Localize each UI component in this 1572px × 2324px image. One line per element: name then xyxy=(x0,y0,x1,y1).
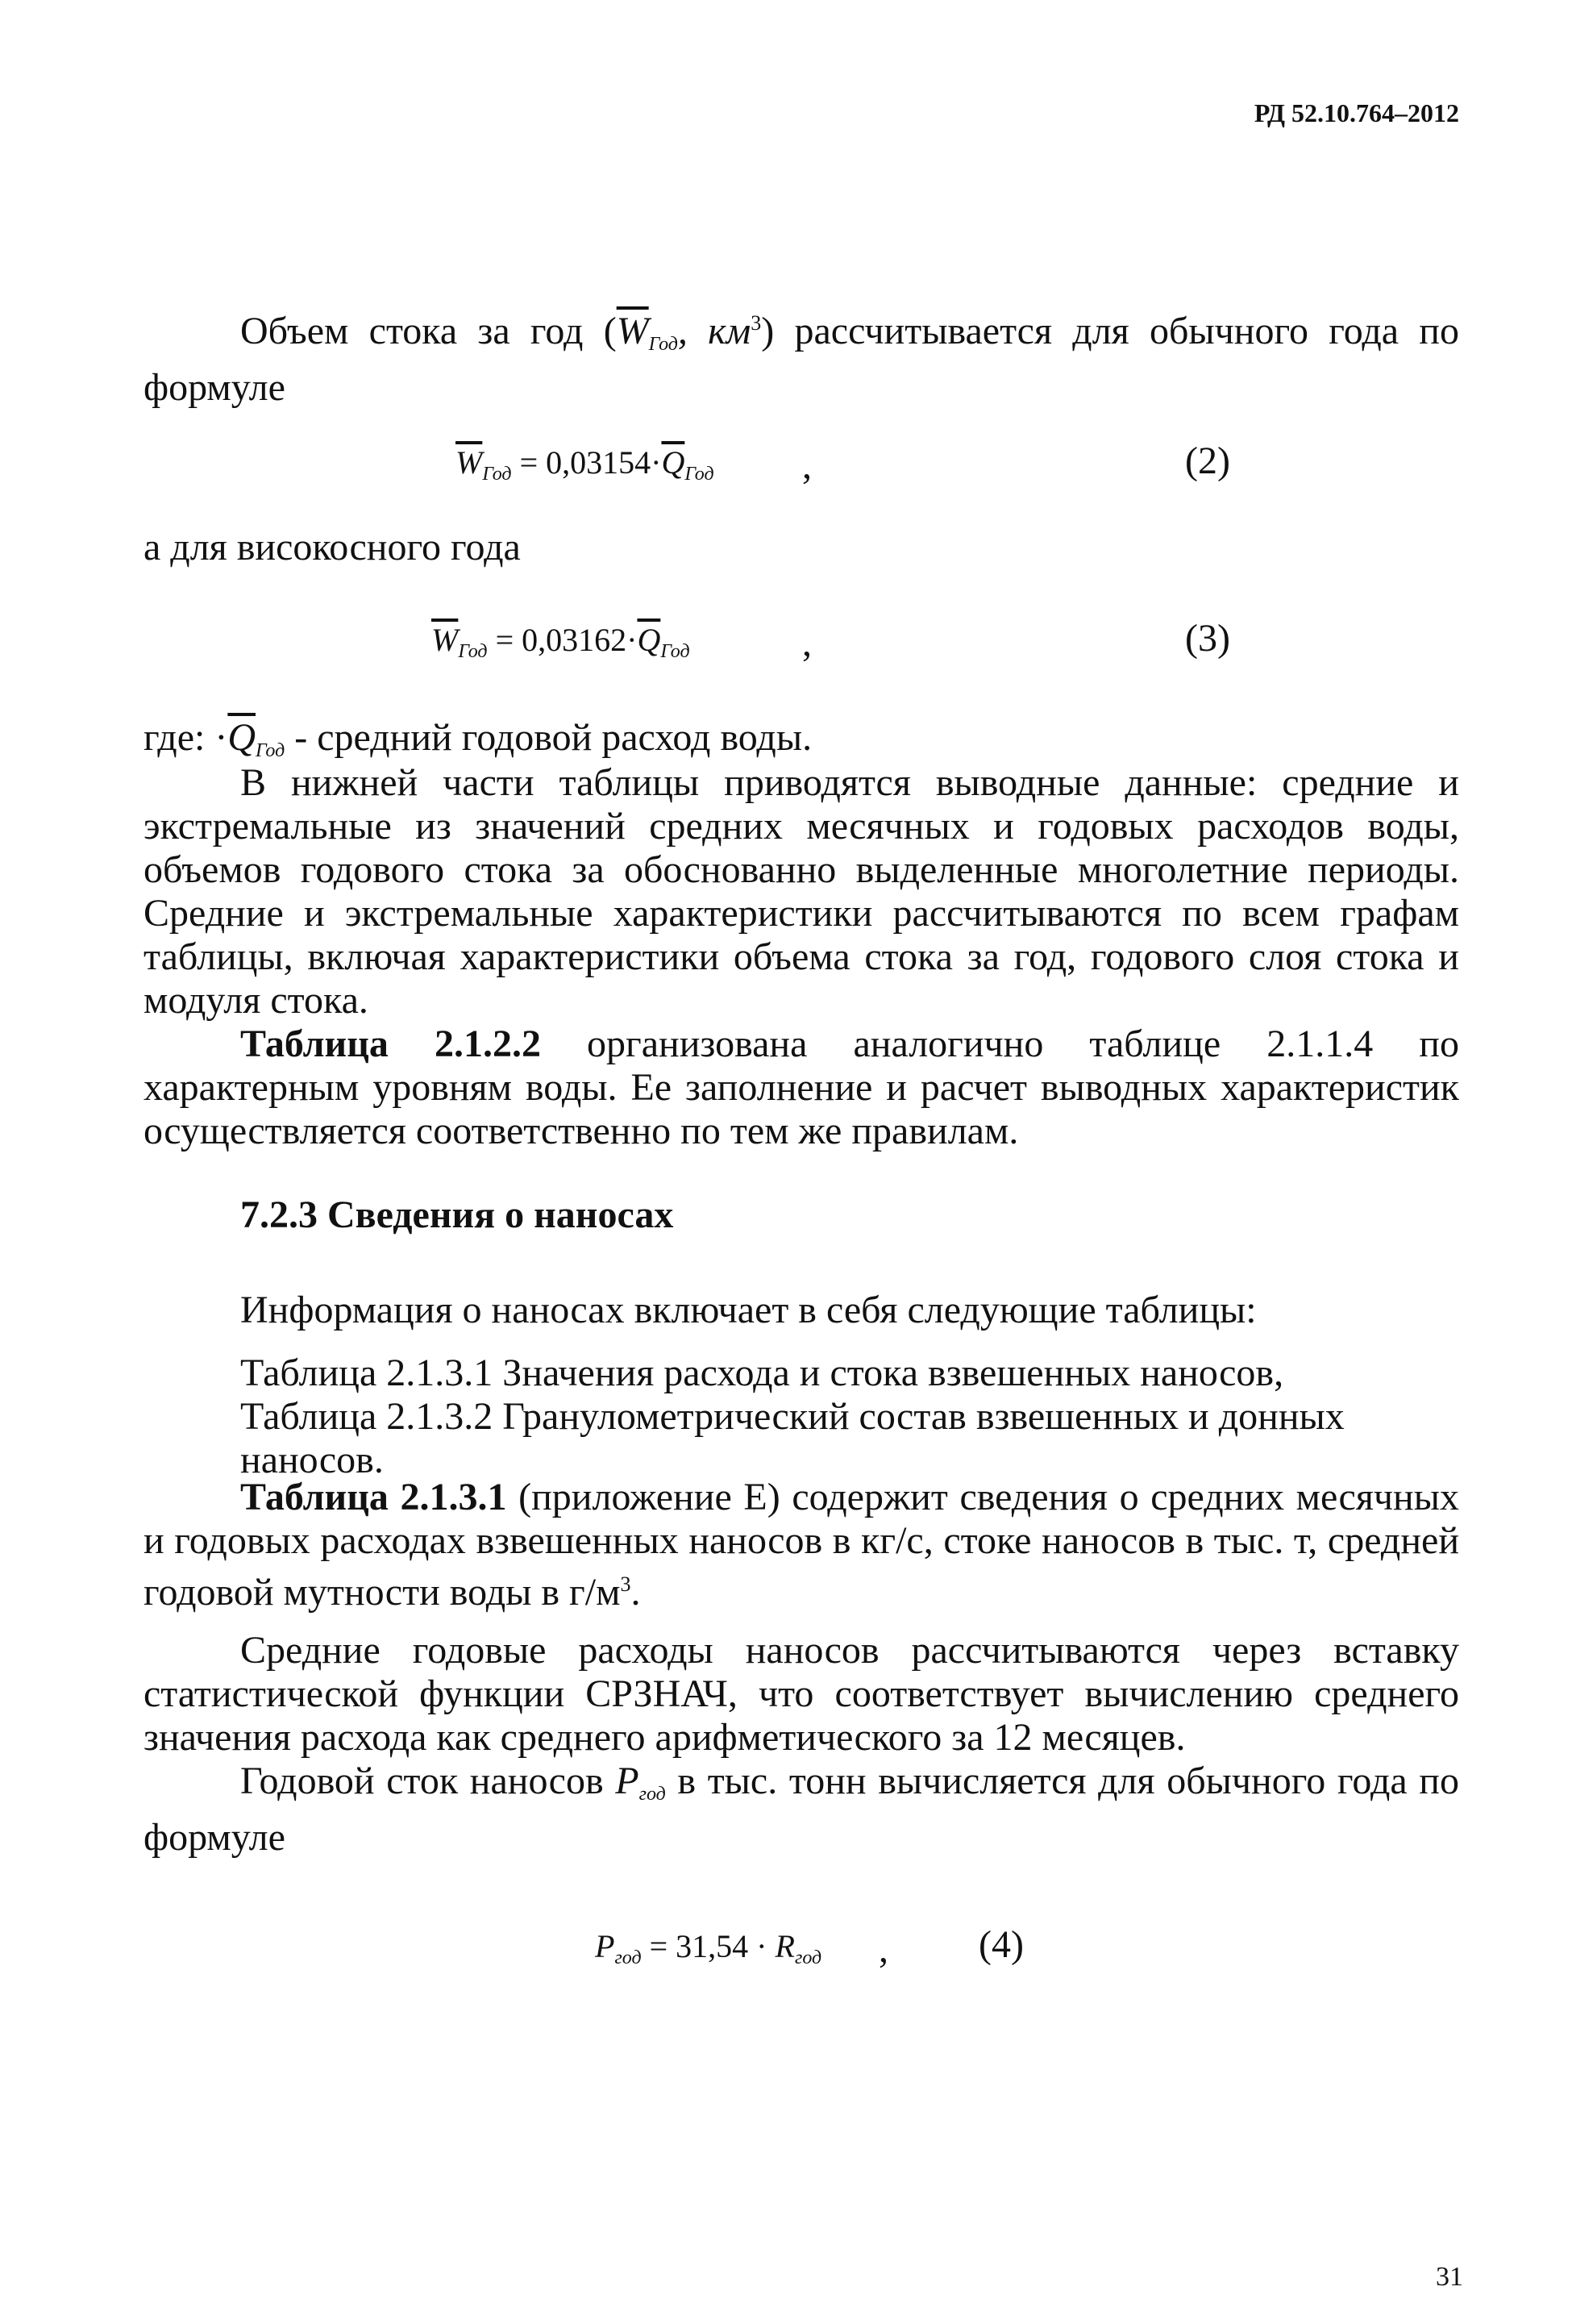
tables-list-item-1: Таблица 2.1.3.1 Значения расхода и стока взвешенных наносов, xyxy=(240,1352,1284,1394)
formula-3-number: (3) xyxy=(1185,617,1230,660)
document-code: РД 52.10.764–2012 xyxy=(1254,98,1459,127)
paragraph-table-2-1-3-1: Таблица 2.1.3.1 (приложение Е) содержит сведения о средних месячных и годовых расходах взвешенных наносов в кг/с, стоке наносов в тыс. т, средней годовой мутности воды в $г/м^3$. xyxy=(143,1476,1459,1614)
formula-4: $P_{год} = 31,54 \cdot R_{год}$ , (4) xyxy=(595,1923,1024,1971)
formula-2-number: (2) xyxy=(1185,439,1230,482)
paragraph-annual-sediment: Годовой сток наносов $P_{год}$ в тыс. тонн вычисляется для обычного года по формуле xyxy=(143,1760,1459,1859)
paragraph-leap-year: а для високосного года xyxy=(143,526,521,569)
page-number: 31 xyxy=(1436,2262,1463,2292)
formula-4-comma: , xyxy=(879,1928,888,1971)
paragraph-table-2-1-2-2: Таблица 2.1.2.2 организована аналогично таблице 2.1.1.4 по характерным уровням воды. Ее заполнение и расчет выводных характеристик осуществляется соответственно по тем же правилам. xyxy=(143,1022,1459,1152)
tables-list xyxy=(240,1352,1385,1482)
formula-2-comma: , xyxy=(802,444,812,487)
paragraph-volume-intro: Объем стока за год ($\overline{W}_{Год}$, $км^3$) рассчитывается для обычного года по формуле xyxy=(143,310,1459,409)
paragraph-average-discharge: Средние годовые расходы наносов рассчитываются через вставку статистической функции СРЗНАЧ, что соответствует вычислению среднего значения расхода как среднего арифметического за 12 месяцев. xyxy=(143,1629,1459,1759)
formula-3-comma: , xyxy=(802,622,812,664)
tables-list-item-2: Таблица 2.1.3.2 Гранулометрический состав взвешенных и донных наносов. xyxy=(240,1395,1345,1481)
paragraph-where: где: $\cdot\overline{Q}_{Год}$ - средний годовой расход воды. xyxy=(143,716,813,761)
section-heading: 7.2.3 Сведения о наносах xyxy=(240,1193,674,1236)
formula-4-number: (4) xyxy=(979,1923,1024,1966)
formula-2: $\overline{W}_{Год} = 0,03154\cdot\overline{Q}_{Год}$ , (2) xyxy=(455,439,1230,487)
paragraph-sediments-info: Информация о наносах включает в себя следующие таблицы: xyxy=(240,1289,1257,1331)
formula-3: $\overline{W}_{Год} = 0,03162\cdot\overline{Q}_{Год}$ , (3) xyxy=(431,617,1230,664)
paragraph-output-data: В нижней части таблицы приводятся выводные данные: средние и экстремальные из значений средних месячных и годовых расходов воды, объемов годового стока за обоснованно выделенные многолетние периоды. Средние и экстремальные характеристики рассчитываются по всем графам таблицы, включая характеристики объема стока за год, годового слоя стока и модуля стока. xyxy=(143,761,1459,1022)
